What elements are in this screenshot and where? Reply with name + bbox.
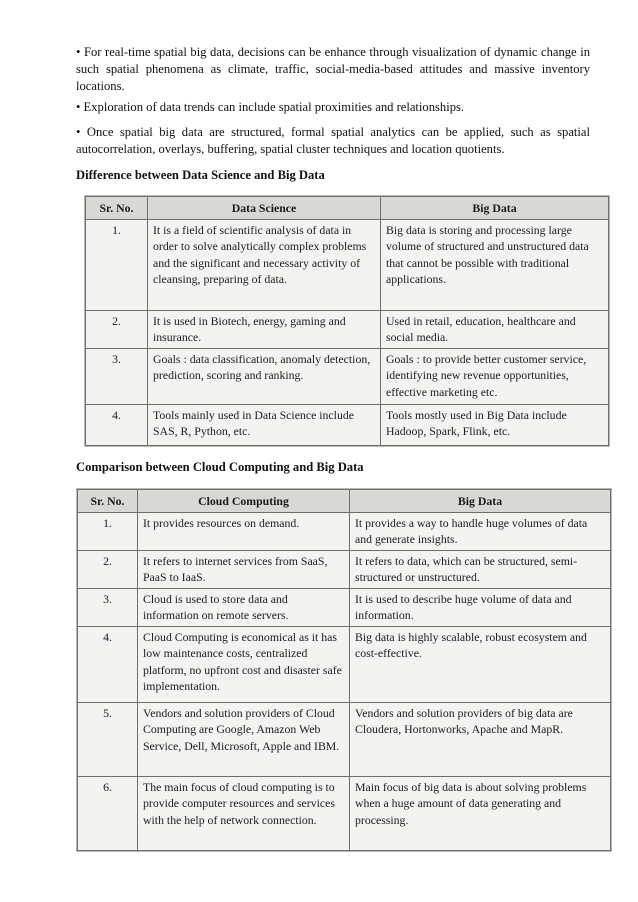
big-data-cell: Main focus of big data is about solving problems when a huge amount of data generating and processing. — [350, 777, 611, 851]
table-data-science-vs-big-data — [84, 195, 610, 447]
cloud-computing-cell: It refers to internet services from SaaS, PaaS to IaaS. — [138, 551, 350, 589]
row-number: 4. — [78, 627, 138, 703]
table-row — [86, 349, 609, 405]
table-row — [78, 777, 611, 851]
header-sr-no: Sr. No. — [78, 490, 138, 513]
row-number: 2. — [78, 551, 138, 589]
big-data-cell: It is used to describe huge volume of data and information. — [350, 589, 611, 627]
cloud-computing-cell: Cloud Computing is economical as it has low maintenance costs, centralized platform, no upfront cost and disaster safe implementation. — [138, 627, 350, 703]
table-row — [78, 513, 611, 551]
header-big-data: Big Data — [381, 197, 609, 220]
header-big-data: Big Data — [350, 490, 611, 513]
table-row — [86, 310, 609, 348]
big-data-cell: It refers to data, which can be structured, semi-structured or unstructured. — [350, 551, 611, 589]
row-number: 2. — [86, 310, 148, 348]
heading-data-science-vs-big-data: Difference between Data Science and Big Data — [76, 168, 325, 182]
table-row — [86, 220, 609, 311]
header-sr-no: Sr. No. — [86, 197, 148, 220]
comparison-table — [85, 196, 609, 446]
table-row — [86, 404, 609, 445]
paragraph-spatial-analytics: • Once spatial big data are structured, formal spatial analytics can be applied, such as spatial autocorrelation, overlays, buffering, spatial cluster techniques and location quotients. — [76, 125, 590, 156]
row-number: 1. — [78, 513, 138, 551]
data-science-cell: Goals : data classification, anomaly detection, prediction, scoring and ranking. — [148, 349, 381, 405]
row-number: 3. — [78, 589, 138, 627]
header-data-science: Data Science — [148, 197, 381, 220]
heading-cloud-vs-big-data: Comparison between Cloud Computing and Big Data — [76, 460, 364, 474]
row-number: 4. — [86, 404, 148, 445]
big-data-cell: It provides a way to handle huge volumes of data and generate insights. — [350, 513, 611, 551]
header-cloud-computing: Cloud Computing — [138, 490, 350, 513]
data-science-cell: It is used in Biotech, energy, gaming and insurance. — [148, 310, 381, 348]
table-row — [78, 589, 611, 627]
big-data-cell: Big data is storing and processing large volume of structured and unstructured data that cannot be possible with traditional applications. — [381, 220, 609, 311]
table-row — [78, 627, 611, 703]
table-header-row — [78, 490, 611, 513]
table-header-row — [86, 197, 609, 220]
paragraph-exploration-trends: • Exploration of data trends can include spatial proximities and relationships. — [76, 100, 465, 114]
big-data-cell: Big data is highly scalable, robust ecosystem and cost-effective. — [350, 627, 611, 703]
table-row — [78, 551, 611, 589]
data-science-cell: It is a field of scientific analysis of data in order to solve analytically complex problems and the significant and necessary activity of cleansing, preparing of data. — [148, 220, 381, 311]
big-data-cell: Goals : to provide better customer service, identifying new revenue opportunities, effective marketing etc. — [381, 349, 609, 405]
big-data-cell: Used in retail, education, healthcare and social media. — [381, 310, 609, 348]
table-row — [78, 703, 611, 777]
cloud-computing-cell: Cloud is used to store data and information on remote servers. — [138, 589, 350, 627]
row-number: 5. — [78, 703, 138, 777]
row-number: 1. — [86, 220, 148, 311]
paragraph-realtime-visualization: • For real-time spatial big data, decisions can be enhance through visualization of dynamic change in such spatial phenomena as climate, traffic, social-media-based attitudes and massive inventory locations. — [76, 45, 590, 93]
cloud-computing-cell: The main focus of cloud computing is to provide computer resources and services with the help of network connection. — [138, 777, 350, 851]
cloud-computing-cell: Vendors and solution providers of Cloud Computing are Google, Amazon Web Service, Dell, Microsoft, Apple and IBM. — [138, 703, 350, 777]
table-cloud-vs-big-data — [76, 488, 612, 852]
big-data-cell: Vendors and solution providers of big data are Cloudera, Hortonworks, Apache and MapR. — [350, 703, 611, 777]
cloud-computing-cell: It provides resources on demand. — [138, 513, 350, 551]
row-number: 3. — [86, 349, 148, 405]
big-data-cell: Tools mostly used in Big Data include Hadoop, Spark, Flink, etc. — [381, 404, 609, 445]
row-number: 6. — [78, 777, 138, 851]
data-science-cell: Tools mainly used in Data Science include SAS, R, Python, etc. — [148, 404, 381, 445]
comparison-table — [77, 489, 611, 851]
